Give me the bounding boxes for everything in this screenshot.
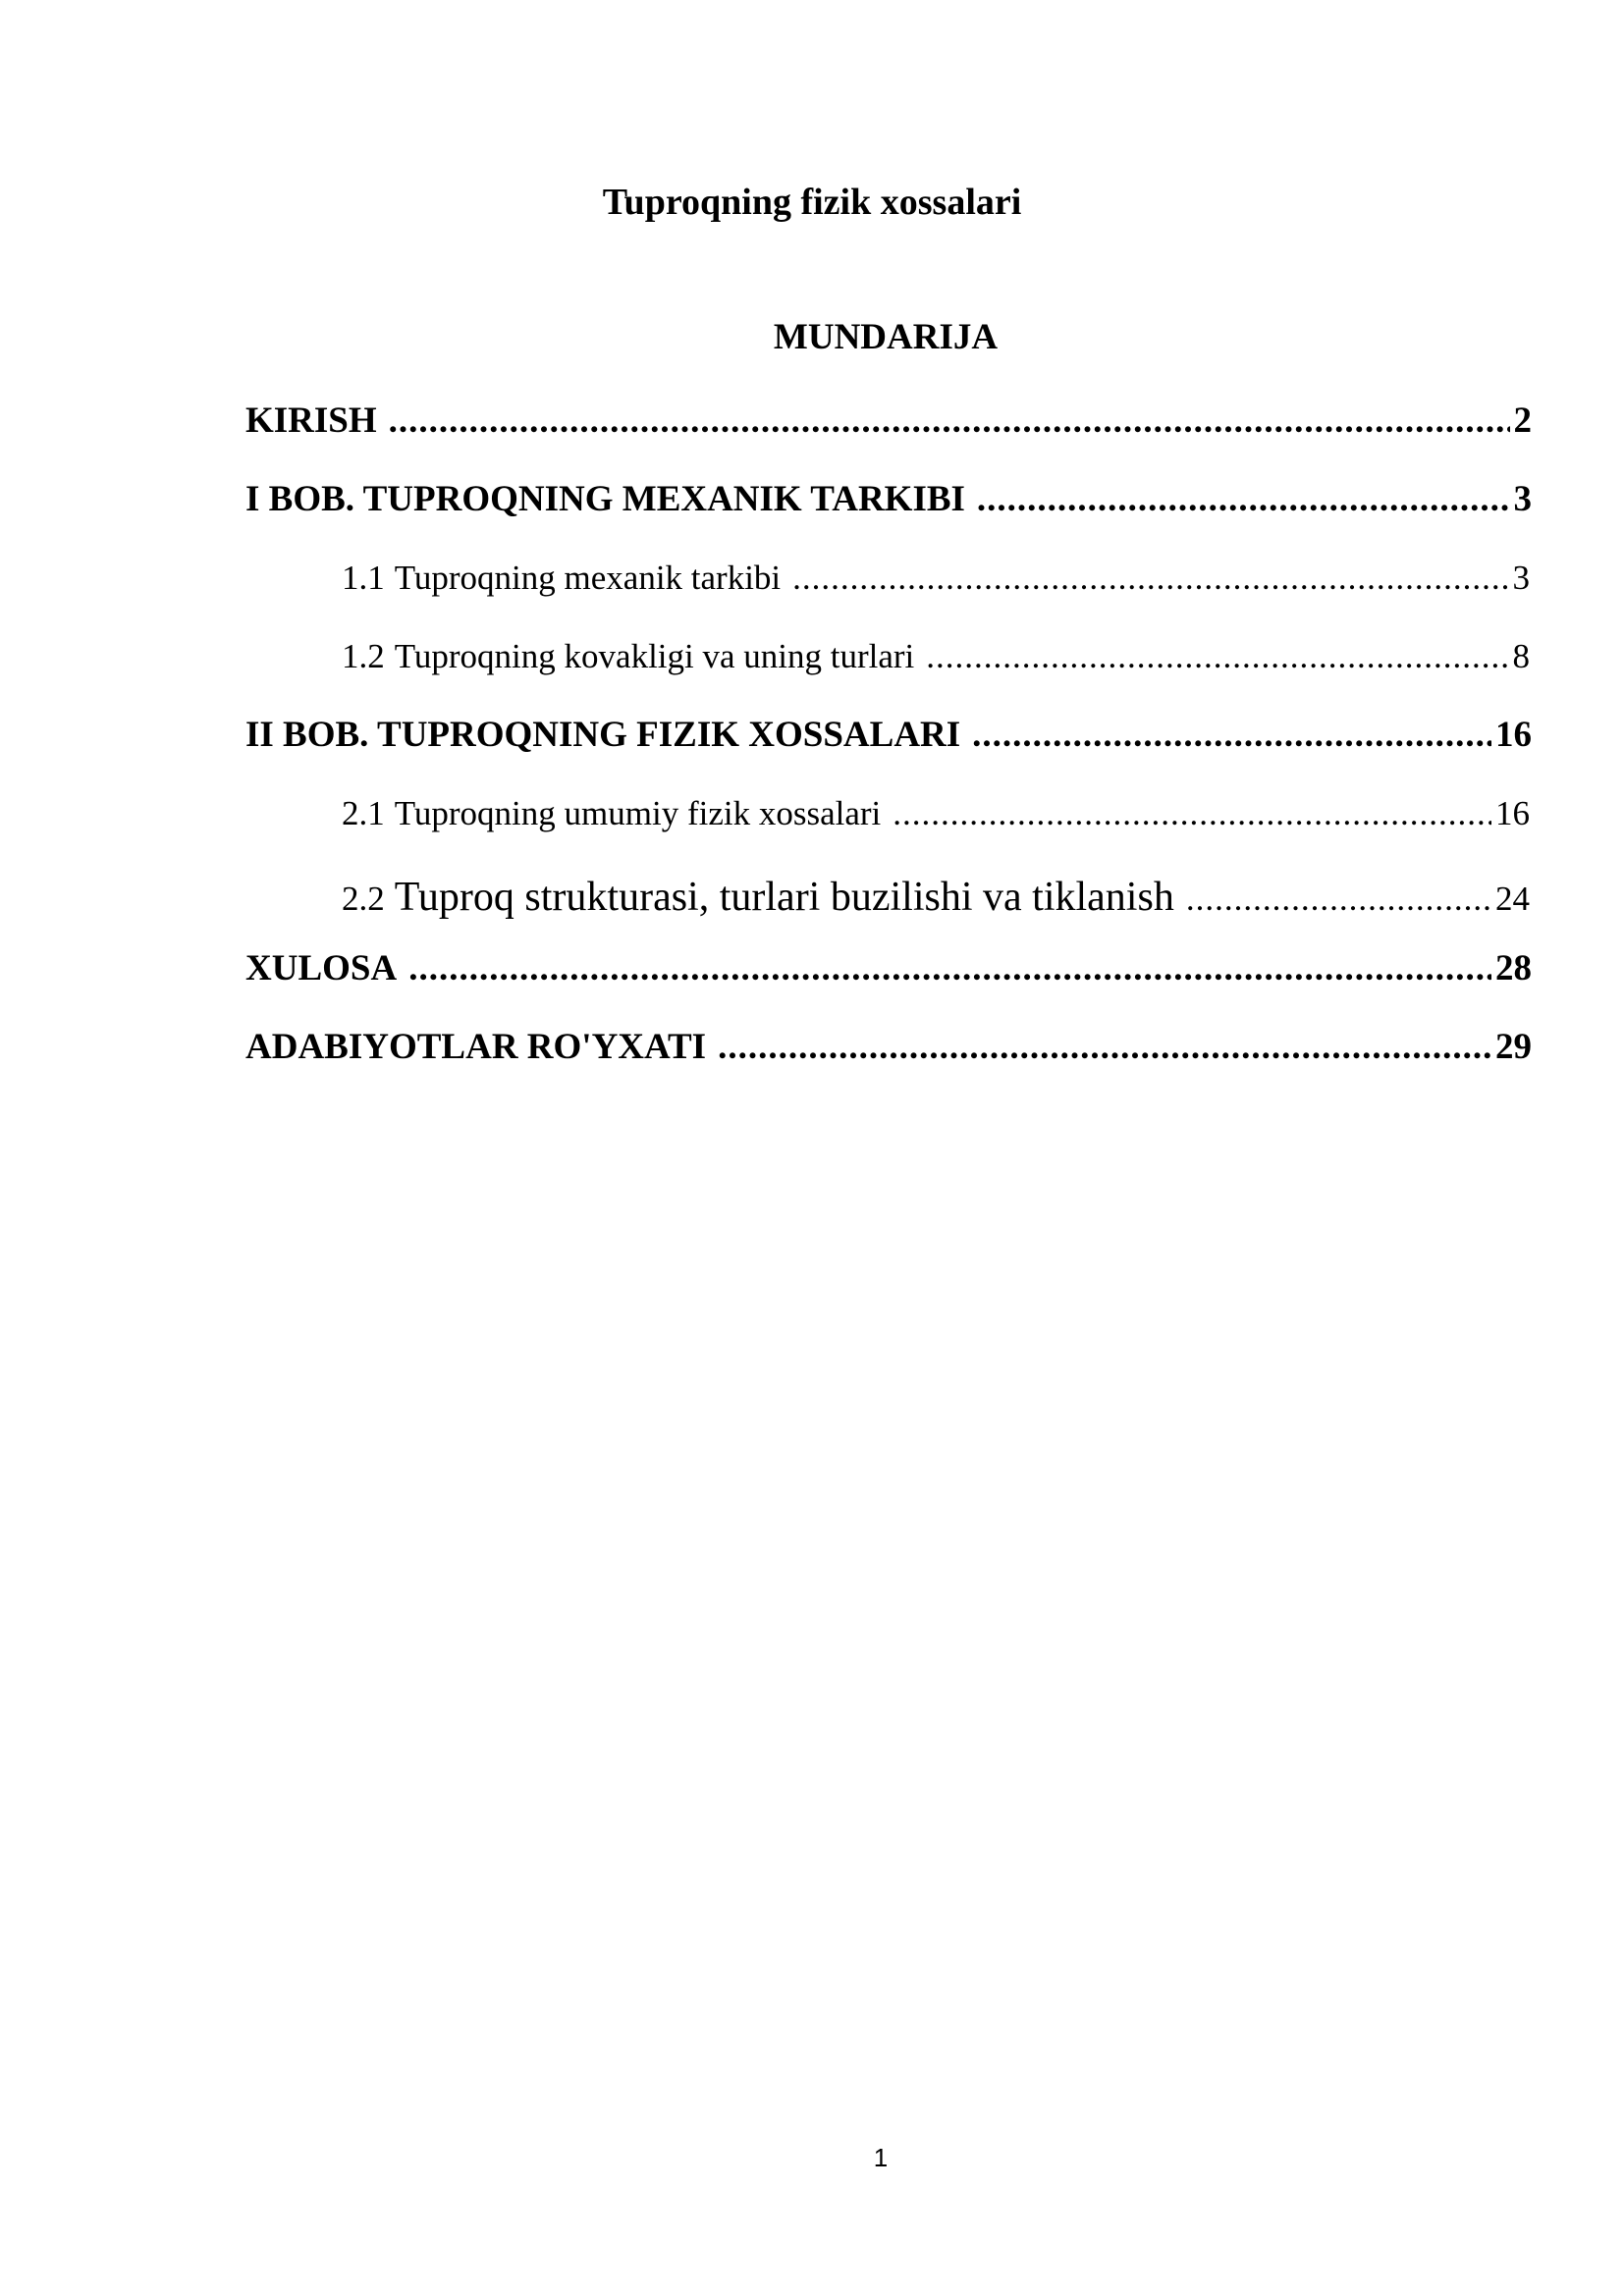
- toc-dot-leader: [926, 631, 1508, 682]
- toc-entry-text: ADABIYOTLAR RO'YXATI: [245, 1027, 707, 1067]
- toc-heading: MUNDARIJA: [773, 317, 999, 357]
- toc-section-number: 1.1: [342, 559, 385, 597]
- toc-page-number: 2: [1513, 400, 1532, 441]
- toc-entry-xulosa[interactable]: [245, 943, 1532, 994]
- toc-dot-leader: [718, 1022, 1491, 1073]
- toc-dot-leader: [792, 553, 1508, 604]
- toc-entry-text: Tuproq strukturasi, turlari buzilishi va tiklanish: [394, 875, 1174, 920]
- toc-entry-text: KIRISH: [245, 400, 377, 441]
- toc-entry-section-1-2[interactable]: [342, 631, 1530, 682]
- toc-entry-section-2-1[interactable]: [342, 788, 1530, 839]
- toc-entry-section-1-1[interactable]: [342, 553, 1530, 604]
- toc-page-number: 8: [1512, 637, 1530, 675]
- toc-dot-leader: [972, 710, 1491, 761]
- toc-page-number: 16: [1495, 715, 1532, 755]
- toc-entry-chapter-1[interactable]: [245, 474, 1532, 525]
- toc-page-number: 24: [1495, 880, 1530, 918]
- toc-dot-leader: [1186, 874, 1491, 925]
- toc-dot-leader: [389, 396, 1510, 447]
- toc-entry-chapter-2[interactable]: [245, 710, 1532, 761]
- toc-dot-leader: [893, 788, 1491, 839]
- toc-page-number: 3: [1513, 479, 1532, 519]
- toc-entry-adabiyotlar[interactable]: [245, 1022, 1532, 1073]
- toc-entry-text: Tuproqning kovakligi va uning turlari: [394, 637, 915, 675]
- toc-entry-text: Tuproqning mexanik tarkibi: [394, 559, 782, 597]
- toc-dot-leader: [977, 474, 1510, 525]
- page-number: 1: [873, 2143, 889, 2172]
- toc-page-number: 29: [1495, 1027, 1532, 1067]
- toc-dot-leader: [408, 943, 1491, 994]
- toc-page-number: 3: [1512, 559, 1530, 597]
- toc-entry-text: I BOB. TUPROQNING MEXANIK TARKIBI: [245, 479, 965, 519]
- toc-entry-section-2-2[interactable]: [342, 872, 1530, 925]
- toc-section-number: 2.2: [342, 880, 385, 918]
- toc-entry-kirish[interactable]: [245, 396, 1532, 447]
- toc-page-number: 16: [1495, 794, 1530, 832]
- toc-section-number: 1.2: [342, 637, 385, 675]
- toc-page-number: 28: [1495, 948, 1532, 988]
- toc-entry-text: Tuproqning umumiy fizik xossalari: [394, 794, 882, 832]
- document-title: Tuproqning fizik xossalari: [602, 182, 1022, 223]
- toc-entry-text: XULOSA: [245, 948, 398, 988]
- toc-entry-text: II BOB. TUPROQNING FIZIK XOSSALARI: [245, 715, 961, 755]
- toc-section-number: 2.1: [342, 794, 385, 832]
